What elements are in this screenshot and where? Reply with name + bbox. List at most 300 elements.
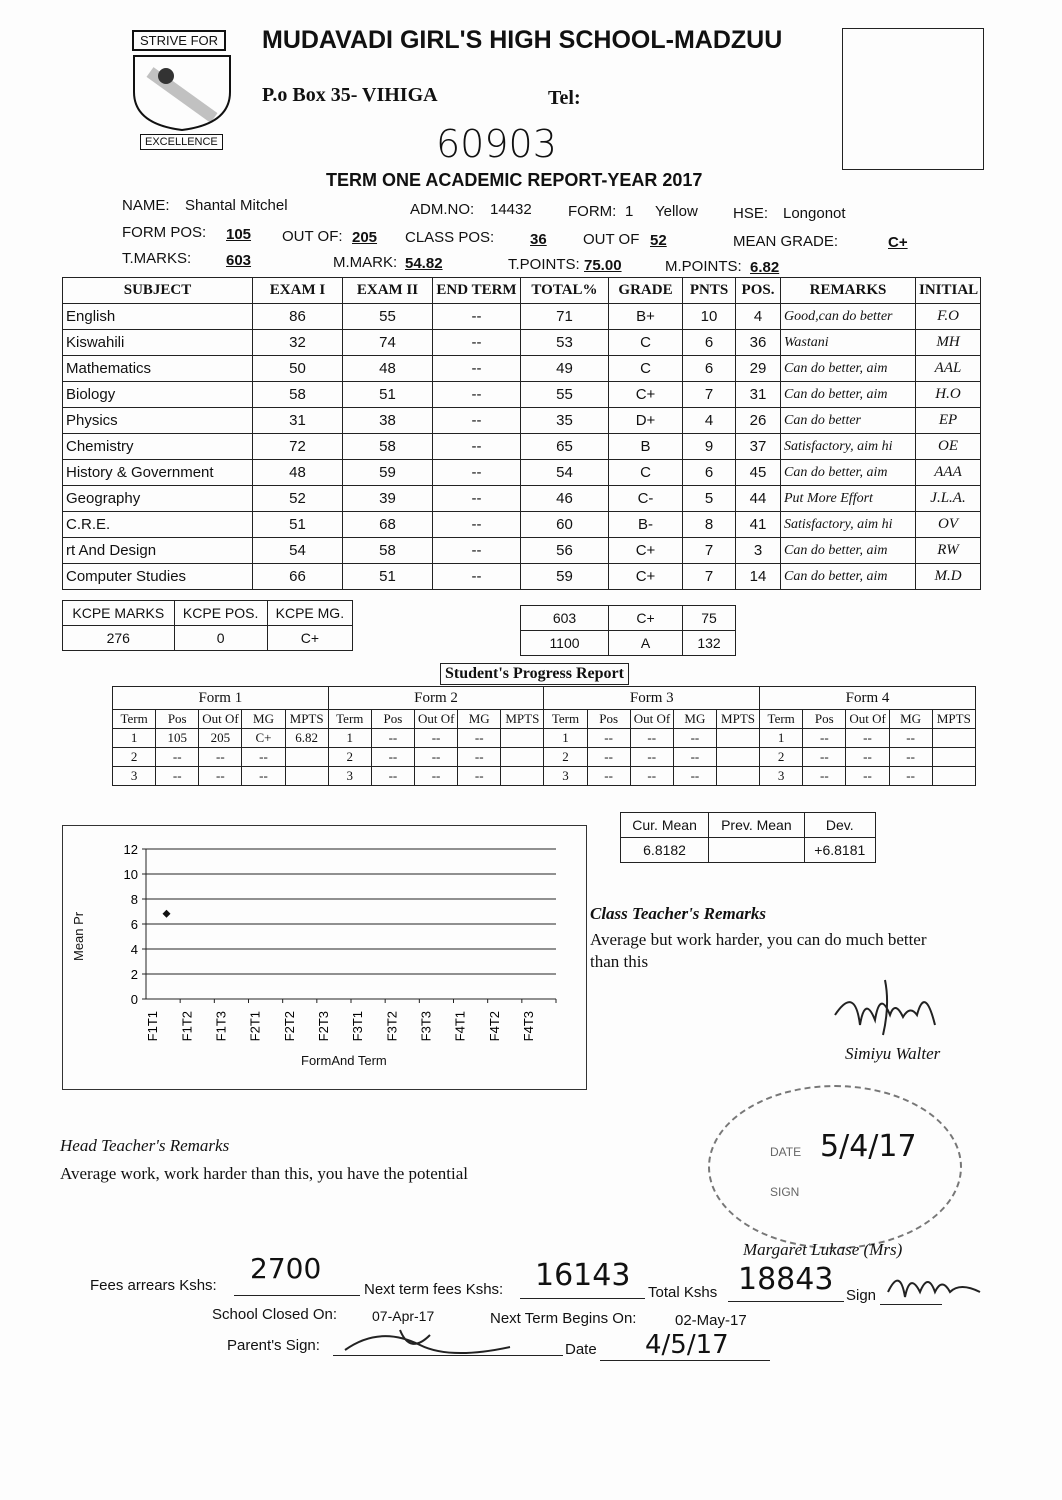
progress-subheader: Pos xyxy=(587,710,630,729)
kcpe-value: 0 xyxy=(174,626,267,651)
table-cell: 38 xyxy=(343,408,433,434)
progress-cell: -- xyxy=(458,729,501,748)
table-cell: 35 xyxy=(521,408,609,434)
x-tick-label: F1T3 xyxy=(213,1011,229,1042)
total-label: Total Kshs xyxy=(648,1284,718,1301)
progress-cell: -- xyxy=(587,767,630,786)
kcpe-value: 276 xyxy=(63,626,175,651)
table-row xyxy=(63,538,981,564)
column-header: TOTAL% xyxy=(521,278,609,304)
table-cell: Wastani xyxy=(781,330,916,356)
table-row xyxy=(63,304,981,330)
progress-cell: -- xyxy=(458,767,501,786)
table-cell: 51 xyxy=(253,512,343,538)
progress-cell: 105 xyxy=(156,729,199,748)
table-cell: 7 xyxy=(683,538,736,564)
progress-cell: -- xyxy=(414,767,457,786)
school-logo xyxy=(112,28,252,153)
table-cell: Can do better, aim xyxy=(781,356,916,382)
table-cell: C+ xyxy=(609,564,683,590)
form-header: Form 1 xyxy=(113,687,329,710)
progress-cell: -- xyxy=(803,767,846,786)
progress-cell: -- xyxy=(587,729,630,748)
table-cell: 46 xyxy=(521,486,609,512)
table-cell: Can do better, aim xyxy=(781,382,916,408)
form-pos-label: FORM POS: xyxy=(122,224,207,241)
table-cell: 60 xyxy=(521,512,609,538)
table-cell: -- xyxy=(433,538,521,564)
table-cell: 56 xyxy=(521,538,609,564)
progress-subheader: Pos xyxy=(156,710,199,729)
table-cell: Computer Studies xyxy=(63,564,253,590)
motto-top: STRIVE FOR xyxy=(132,30,226,51)
progress-cell xyxy=(716,729,759,748)
kcpe-header: KCPE MG. xyxy=(267,601,352,626)
table-cell: 58 xyxy=(343,538,433,564)
table-cell: Put More Effort xyxy=(781,486,916,512)
head-teacher-title: Head Teacher's Remarks xyxy=(60,1136,230,1155)
progress-cell: -- xyxy=(803,748,846,767)
y-tick-label: 8 xyxy=(130,892,138,907)
totals-row xyxy=(521,606,736,631)
tmarks: 603 xyxy=(226,252,252,269)
table-cell: 65 xyxy=(521,434,609,460)
mean-value: 6.8182 xyxy=(621,838,709,863)
mean-header: Cur. Mean xyxy=(621,813,709,838)
fees-arrears: 2700 xyxy=(250,1252,322,1285)
table-cell: 71 xyxy=(521,304,609,330)
table-cell: -- xyxy=(433,512,521,538)
mean-value xyxy=(709,838,804,863)
table-cell: H.O xyxy=(916,382,981,408)
table-cell: -- xyxy=(433,486,521,512)
progress-cell: 6.82 xyxy=(285,729,328,748)
table-cell: Geography xyxy=(63,486,253,512)
kcpe-value: C+ xyxy=(267,626,352,651)
class-pos: 36 xyxy=(530,231,547,248)
y-tick-label: 0 xyxy=(130,992,138,1007)
form-header: Form 3 xyxy=(544,687,760,710)
column-header: GRADE xyxy=(609,278,683,304)
progress-cell: 3 xyxy=(544,767,587,786)
fees-arrears-label: Fees arrears Kshs: xyxy=(90,1277,217,1294)
adm-label: ADM.NO: xyxy=(410,201,475,218)
table-cell: 26 xyxy=(736,408,781,434)
column-header: END TERM xyxy=(433,278,521,304)
progress-row xyxy=(113,729,976,748)
next-term-label: Next Term Begins On: xyxy=(490,1310,637,1327)
progress-cell: -- xyxy=(889,748,932,767)
progress-cell: -- xyxy=(371,748,414,767)
x-tick-label: F3T2 xyxy=(384,1011,400,1042)
table-cell: Satisfactory, aim hi xyxy=(781,434,916,460)
sign-label: Sign xyxy=(846,1287,877,1304)
table-cell: 51 xyxy=(343,564,433,590)
progress-subheader: MPTS xyxy=(716,710,759,729)
hse-label: HSE: xyxy=(733,205,769,222)
progress-cell xyxy=(932,767,975,786)
progress-cell: 1 xyxy=(544,729,587,748)
table-cell: 10 xyxy=(683,304,736,330)
x-tick-label: F4T1 xyxy=(452,1011,468,1042)
progress-subheader: Term xyxy=(113,710,156,729)
adm-number: 14432 xyxy=(490,201,532,218)
progress-subheader: Out Of xyxy=(846,710,889,729)
table-cell: English xyxy=(63,304,253,330)
class-pos-label: CLASS POS: xyxy=(405,229,495,246)
table-cell: 6 xyxy=(683,330,736,356)
progress-subheader: MG xyxy=(458,710,501,729)
progress-chart xyxy=(62,825,587,1090)
table-cell: Chemistry xyxy=(63,434,253,460)
progress-cell xyxy=(932,748,975,767)
table-cell: Can do better xyxy=(781,408,916,434)
report-title: TERM ONE ACADEMIC REPORT-YEAR 2017 xyxy=(326,170,703,190)
form-value: 1 xyxy=(625,203,634,220)
class-teacher-title: Class Teacher's Remarks xyxy=(590,904,767,923)
table-cell: Kiswahili xyxy=(63,330,253,356)
kcpe-table xyxy=(62,600,353,651)
tmarks-label: T.MARKS: xyxy=(122,250,192,267)
hse-value: Longonot xyxy=(783,205,846,222)
head-teacher-remarks: Average work, work harder than this, you have the potential xyxy=(60,1164,469,1183)
totals-cell: 132 xyxy=(683,631,736,656)
table-cell: C xyxy=(609,330,683,356)
table-cell: 9 xyxy=(683,434,736,460)
x-tick-label: F2T1 xyxy=(247,1011,263,1042)
progress-cell xyxy=(716,748,759,767)
progress-cell: 1 xyxy=(113,729,156,748)
table-cell: 86 xyxy=(253,304,343,330)
totals-table xyxy=(520,605,736,656)
table-cell: MH xyxy=(916,330,981,356)
class-teacher-remarks: Average but work harder, you can do much better than this xyxy=(590,930,927,971)
table-cell: B+ xyxy=(609,304,683,330)
y-tick-label: 2 xyxy=(130,967,138,982)
x-tick-label: F2T2 xyxy=(281,1011,297,1042)
data-point xyxy=(163,910,171,918)
table-cell: F.O xyxy=(916,304,981,330)
progress-subheader: MG xyxy=(673,710,716,729)
progress-cell: -- xyxy=(199,767,242,786)
table-row xyxy=(63,564,981,590)
class-out-of-label: OUT OF xyxy=(583,231,640,248)
table-cell: 7 xyxy=(683,564,736,590)
school-name: MUDAVADI GIRL'S HIGH SCHOOL-MADZUU xyxy=(262,26,783,54)
y-tick-label: 10 xyxy=(123,867,138,882)
footer-signature xyxy=(880,1262,990,1307)
table-cell: 4 xyxy=(683,408,736,434)
tpoints-label: T.POINTS: xyxy=(508,256,580,273)
x-tick-label: F2T3 xyxy=(315,1011,331,1042)
next-term-fees: 16143 xyxy=(535,1258,631,1293)
progress-cell xyxy=(285,767,328,786)
progress-cell: -- xyxy=(630,767,673,786)
progress-cell: -- xyxy=(371,767,414,786)
table-cell: -- xyxy=(433,304,521,330)
column-header: POS. xyxy=(736,278,781,304)
stamp-sign-label: SIGN xyxy=(770,1185,800,1199)
mean-header: Dev. xyxy=(804,813,875,838)
mpoints: 6.82 xyxy=(750,259,780,276)
progress-subheader: Out Of xyxy=(414,710,457,729)
progress-cell xyxy=(501,748,544,767)
progress-subheader: Term xyxy=(328,710,371,729)
table-row xyxy=(63,460,981,486)
mmark: 54.82 xyxy=(405,255,443,272)
table-row xyxy=(63,330,981,356)
x-tick-label: F4T2 xyxy=(486,1011,502,1042)
mean-grade: C+ xyxy=(888,234,908,251)
progress-subheader: MPTS xyxy=(932,710,975,729)
table-cell: 37 xyxy=(736,434,781,460)
table-cell: 59 xyxy=(343,460,433,486)
table-cell: 31 xyxy=(253,408,343,434)
table-cell: 41 xyxy=(736,512,781,538)
x-tick-label: F3T1 xyxy=(350,1011,366,1042)
table-cell: -- xyxy=(433,330,521,356)
progress-cell: -- xyxy=(673,729,716,748)
progress-cell: -- xyxy=(846,748,889,767)
table-cell: 29 xyxy=(736,356,781,382)
table-cell: 66 xyxy=(253,564,343,590)
mean-value: +6.8181 xyxy=(804,838,875,863)
progress-cell xyxy=(285,748,328,767)
table-cell: C- xyxy=(609,486,683,512)
column-header: EXAM II xyxy=(343,278,433,304)
column-header: EXAM I xyxy=(253,278,343,304)
progress-cell: -- xyxy=(630,729,673,748)
table-cell: 3 xyxy=(736,538,781,564)
stamp-date-label: DATE xyxy=(770,1145,802,1159)
table-cell: -- xyxy=(433,460,521,486)
x-tick-label: F4T3 xyxy=(520,1011,536,1042)
table-row xyxy=(63,512,981,538)
stamp-date: 5/4/17 xyxy=(820,1129,917,1164)
mmark-label: M.MARK: xyxy=(333,254,398,271)
progress-cell: -- xyxy=(242,748,285,767)
progress-title: Student's Progress Report xyxy=(440,663,629,685)
progress-subheader: Out Of xyxy=(199,710,242,729)
progress-cell: -- xyxy=(242,767,285,786)
table-cell: B- xyxy=(609,512,683,538)
table-cell: C+ xyxy=(609,538,683,564)
table-row xyxy=(63,434,981,460)
chart-svg xyxy=(63,826,586,1089)
progress-cell: -- xyxy=(458,748,501,767)
progress-cell: -- xyxy=(414,748,457,767)
table-cell: 74 xyxy=(343,330,433,356)
table-cell: D+ xyxy=(609,408,683,434)
progress-cell: -- xyxy=(803,729,846,748)
table-cell: 72 xyxy=(253,434,343,460)
form-header: Form 4 xyxy=(760,687,976,710)
progress-subheader: MPTS xyxy=(501,710,544,729)
progress-cell: 3 xyxy=(328,767,371,786)
table-cell: 48 xyxy=(343,356,433,382)
progress-subheader: MG xyxy=(889,710,932,729)
table-cell: 6 xyxy=(683,356,736,382)
table-cell: C+ xyxy=(609,382,683,408)
stream: Yellow xyxy=(655,203,698,220)
totals-cell: A xyxy=(609,631,683,656)
progress-cell: 3 xyxy=(760,767,803,786)
table-cell: 54 xyxy=(521,460,609,486)
progress-cell: 1 xyxy=(328,729,371,748)
head-teacher-name: Margaret Lukase (Mrs) xyxy=(743,1240,903,1259)
table-cell: Good,can do better xyxy=(781,304,916,330)
table-cell: 7 xyxy=(683,382,736,408)
form-header: Form 2 xyxy=(328,687,544,710)
progress-cell: -- xyxy=(846,729,889,748)
table-cell: Biology xyxy=(63,382,253,408)
table-cell: RW xyxy=(916,538,981,564)
table-cell: Physics xyxy=(63,408,253,434)
next-term-fees-label: Next term fees Kshs: xyxy=(364,1281,504,1298)
progress-subheader: MPTS xyxy=(285,710,328,729)
progress-cell xyxy=(932,729,975,748)
progress-cell: 205 xyxy=(199,729,242,748)
table-cell: J.L.A. xyxy=(916,486,981,512)
progress-subheader: Out Of xyxy=(630,710,673,729)
progress-cell: 3 xyxy=(113,767,156,786)
progress-subheader: Pos xyxy=(803,710,846,729)
table-cell: 39 xyxy=(343,486,433,512)
totals-row xyxy=(521,631,736,656)
table-cell: -- xyxy=(433,434,521,460)
progress-row xyxy=(113,748,976,767)
progress-cell: -- xyxy=(673,748,716,767)
out-of: 205 xyxy=(352,229,378,246)
progress-subheader: Term xyxy=(760,710,803,729)
mpoints-label: M.POINTS: xyxy=(665,258,742,275)
parent-date: 4/5/17 xyxy=(645,1330,729,1360)
y-tick-label: 6 xyxy=(130,917,138,932)
table-cell: C xyxy=(609,356,683,382)
progress-subheader: MG xyxy=(242,710,285,729)
table-cell: -- xyxy=(433,382,521,408)
chart-y-label: Mean Pr xyxy=(71,911,86,961)
table-cell: 49 xyxy=(521,356,609,382)
tel-label: Tel: xyxy=(548,87,581,109)
table-cell: M.D xyxy=(916,564,981,590)
table-cell: 14 xyxy=(736,564,781,590)
table-cell: Satisfactory, aim hi xyxy=(781,512,916,538)
table-cell: 58 xyxy=(253,382,343,408)
progress-cell: -- xyxy=(156,767,199,786)
date-label: Date xyxy=(565,1341,597,1358)
progress-cell: -- xyxy=(199,748,242,767)
table-cell: B xyxy=(609,434,683,460)
table-cell: 5 xyxy=(683,486,736,512)
table-cell: 4 xyxy=(736,304,781,330)
table-cell: 55 xyxy=(343,304,433,330)
progress-subheader: Pos xyxy=(371,710,414,729)
table-cell: 6 xyxy=(683,460,736,486)
table-cell: AAL xyxy=(916,356,981,382)
table-cell: C xyxy=(609,460,683,486)
out-of-label: OUT OF: xyxy=(282,228,343,245)
progress-cell: -- xyxy=(630,748,673,767)
mean-grade-label: MEAN GRADE: xyxy=(733,233,839,250)
mean-header: Prev. Mean xyxy=(709,813,804,838)
progress-cell: -- xyxy=(414,729,457,748)
next-term-date: 02-May-17 xyxy=(675,1312,747,1329)
school-closed-label: School Closed On: xyxy=(212,1306,338,1323)
table-cell: Can do better, aim xyxy=(781,460,916,486)
column-header: PNTS xyxy=(683,278,736,304)
progress-cell: -- xyxy=(673,767,716,786)
progress-cell: -- xyxy=(587,748,630,767)
table-cell: History & Government xyxy=(63,460,253,486)
table-cell: OV xyxy=(916,512,981,538)
mean-table xyxy=(620,812,876,863)
table-cell: 48 xyxy=(253,460,343,486)
motto-bottom: EXCELLENCE xyxy=(140,134,223,150)
table-cell: 8 xyxy=(683,512,736,538)
progress-cell: -- xyxy=(371,729,414,748)
totals-cell: 1100 xyxy=(521,631,609,656)
school-address: P.o Box 35- VIHIGA xyxy=(262,84,438,106)
table-cell: 55 xyxy=(521,382,609,408)
parent-signature xyxy=(340,1325,520,1365)
progress-cell: -- xyxy=(889,767,932,786)
x-tick-label: F1T2 xyxy=(179,1011,195,1042)
photo-box xyxy=(842,28,984,170)
table-cell: 58 xyxy=(343,434,433,460)
total-fees: 18843 xyxy=(738,1262,834,1297)
progress-cell: 2 xyxy=(760,748,803,767)
totals-cell: 603 xyxy=(521,606,609,631)
table-cell: 32 xyxy=(253,330,343,356)
table-cell: EP xyxy=(916,408,981,434)
table-cell: 51 xyxy=(343,382,433,408)
table-cell: OE xyxy=(916,434,981,460)
progress-cell: 2 xyxy=(328,748,371,767)
crest-icon xyxy=(130,52,234,132)
progress-table xyxy=(112,686,976,786)
school-stamp xyxy=(708,1085,962,1249)
table-cell: Can do better, aim xyxy=(781,564,916,590)
class-out-of: 52 xyxy=(650,232,667,249)
handwritten-number: 60903 xyxy=(436,122,557,166)
x-tick-label: F1T1 xyxy=(145,1011,161,1042)
table-cell: -- xyxy=(433,564,521,590)
progress-cell: -- xyxy=(889,729,932,748)
form-pos: 105 xyxy=(226,226,252,243)
totals-cell: C+ xyxy=(609,606,683,631)
parent-sign-label: Parent's Sign: xyxy=(227,1337,320,1354)
table-cell: 44 xyxy=(736,486,781,512)
class-teacher-signature xyxy=(825,975,955,1045)
totals-cell: 75 xyxy=(683,606,736,631)
form-label: FORM: xyxy=(568,203,617,220)
table-cell: 36 xyxy=(736,330,781,356)
table-cell: Mathematics xyxy=(63,356,253,382)
tpoints: 75.00 xyxy=(584,257,622,274)
progress-subheader: Term xyxy=(544,710,587,729)
school-closed: 07-Apr-17 xyxy=(372,1308,435,1324)
progress-cell: 2 xyxy=(113,748,156,767)
column-header: INITIAL xyxy=(916,278,981,304)
progress-cell xyxy=(501,767,544,786)
table-cell: Can do better, aim xyxy=(781,538,916,564)
column-header: REMARKS xyxy=(781,278,916,304)
table-cell: 53 xyxy=(521,330,609,356)
table-cell: 52 xyxy=(253,486,343,512)
table-cell: 45 xyxy=(736,460,781,486)
progress-cell xyxy=(716,767,759,786)
